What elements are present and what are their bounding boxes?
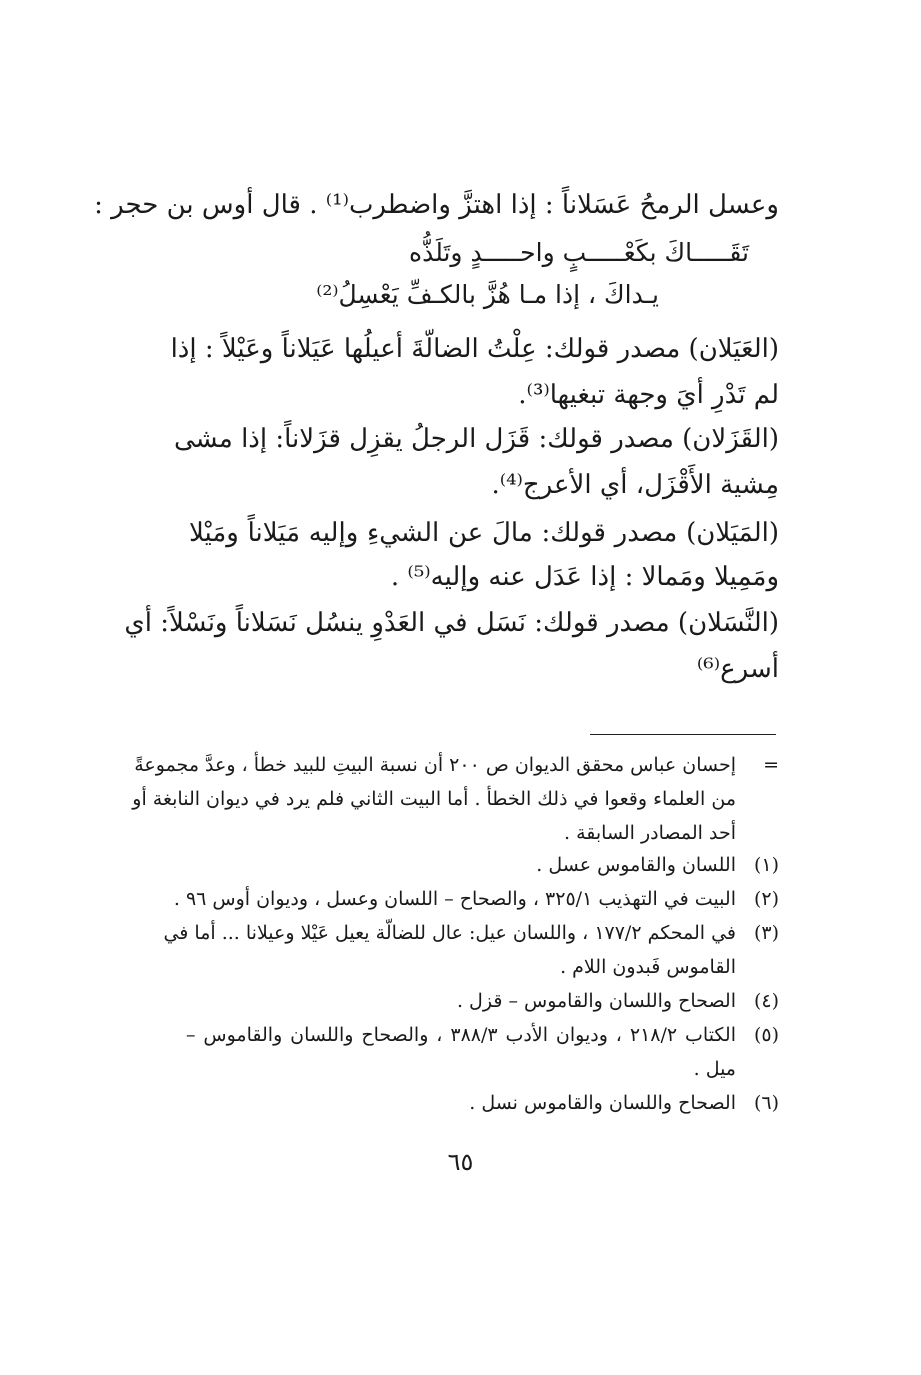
footnote-1: اللسان والقاموس عسل .: [536, 854, 736, 876]
footnote-separator: [590, 734, 776, 735]
page-number: ٦٥: [447, 1148, 474, 1176]
body-line-11: أسرع⁽⁶⁾: [696, 654, 779, 684]
footnote-number-4: (٤): [753, 990, 779, 1012]
body-line-8: (المَيَلان) مصدر قولك: مالَ عن الشيءِ وإليه مَيَلاناً ومَيْلا: [189, 518, 779, 548]
footnote-6: الصحاح واللسان والقاموس نسل .: [469, 1092, 736, 1114]
footnote-2: البيت في التهذيب ٣٢٥/١ ، والصحاح – اللسان وعسل ، وديوان أوس ٩٦ .: [173, 888, 736, 910]
body-line-6: (القَزَلان) مصدر قولك: قَزَل الرجلُ يقزِل قزَلاناً: إذا مشى: [174, 424, 779, 454]
footnote-number-5: (٥): [753, 1024, 779, 1046]
body-line-7: مِشية الأَقْزَل، أي الأعرج⁽⁴⁾.: [491, 470, 779, 500]
footnote-3-line-1: في المحكم ١٧٧/٢ ، واللسان عيل: عال للضالّة يعيل عَيْلا وعيلانا ... أما في: [163, 922, 736, 944]
footnote-continuation-line-1: إحسان عباس محقق الديوان ص ٢٠٠ أن نسبة البيتِ للبيد خطأ ، وعدَّ مجموعةً: [134, 754, 736, 776]
footnote-number-1: (١): [753, 854, 779, 876]
verse-line-2: يـداكَ ، إذا مـا هُزَّ بالكـفِّ يَعْسِلُ⁽²⁾: [316, 280, 659, 309]
footnote-4: الصحاح واللسان والقاموس – قزل .: [456, 990, 736, 1012]
body-line-1: وعسل الرمحُ عَسَلاناً : إذا اهتزَّ واضطرب⁽¹⁾ . قال أوس بن حجر :: [94, 190, 779, 220]
footnote-continuation-line-2: من العلماء وقعوا في ذلك الخطأ . أما البيت الثاني فلم يرد في ديوان النابغة أو: [132, 788, 736, 810]
body-line-5: لم تَدْرِ أيَ وجهة تبغيها⁽³⁾.: [518, 380, 779, 410]
footnote-continuation-line-3: أحد المصادر السابقة .: [563, 822, 736, 844]
body-line-9: ومَمِيلا ومَمالا : إذا عَدَل عنه وإليه⁽⁵⁾ .: [390, 562, 779, 592]
footnote-number-2: (٢): [753, 888, 779, 910]
footnote-continuation-mark: =: [763, 754, 779, 776]
footnote-5-line-2: ميل .: [693, 1058, 736, 1080]
footnote-number-6: (٦): [753, 1092, 779, 1114]
verse-line-1: تَقَـــــاكَ بكَعْـــــبٍ واحـــــدٍ وتَلَذُّه: [408, 238, 749, 267]
footnote-5-line-1: الكتاب ٢١٨/٢ ، وديوان الأدب ٣٨٨/٣ ، والصحاح واللسان والقاموس –: [186, 1024, 736, 1046]
footnote-number-3: (٣): [753, 922, 779, 944]
footnote-3-line-2: القاموس فَبدون اللام .: [560, 956, 736, 978]
body-line-4: (العَيَلان) مصدر قولك: عِلْتُ الضالّةَ أعيلُها عَيَلاناً وعَيْلاً : إذا: [170, 334, 779, 364]
body-line-10: (النَّسَلان) مصدر قولك: نَسَل في العَدْوِ ينسُل نَسَلاناً ونَسْلاً: أي: [124, 608, 779, 638]
